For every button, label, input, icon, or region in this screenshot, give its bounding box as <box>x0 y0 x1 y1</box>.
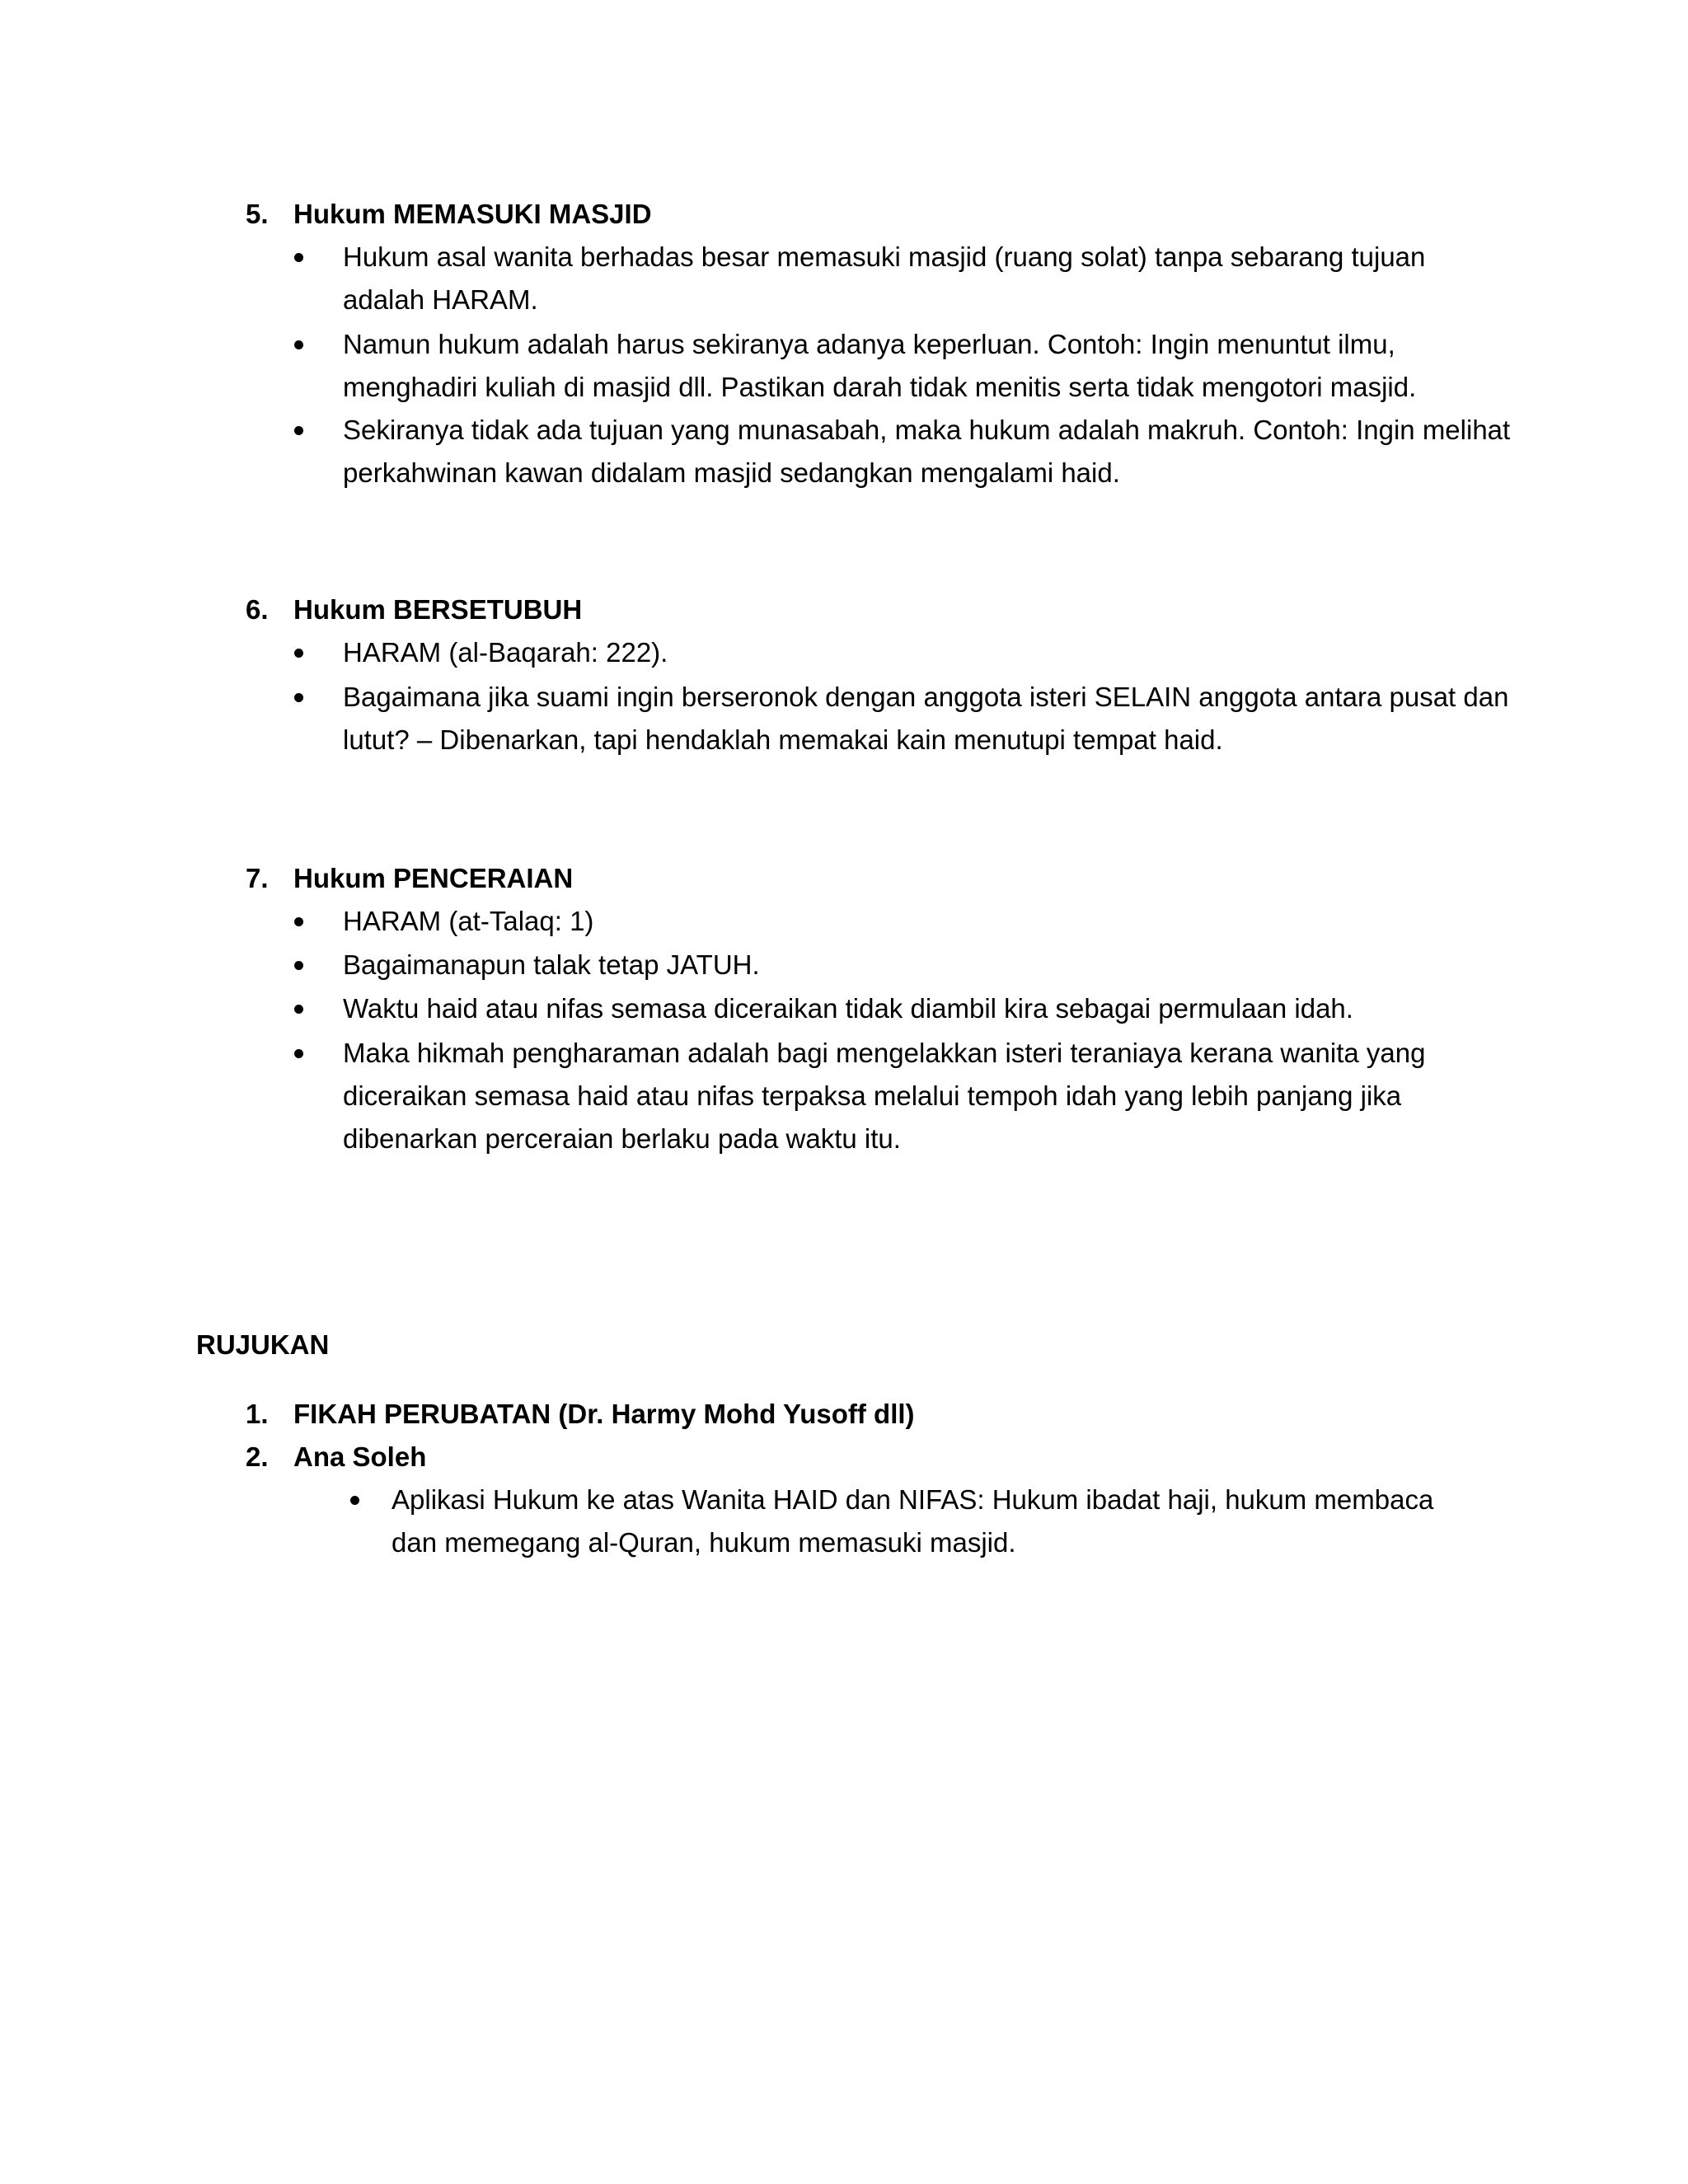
bullet-icon <box>294 340 303 349</box>
bullet-icon <box>294 253 303 262</box>
bullet-icon <box>294 693 303 702</box>
section-number: 5. <box>246 199 269 229</box>
section-title: Hukum MEMASUKI MASJID <box>293 199 652 229</box>
bullet-text: Maka hikmah pengharaman adalah bagi mengelakkan isteri teraniaya kerana wanita yang diceraikan semasa haid atau nifas terpaksa melalui tempoh idah yang lebih panjang jika dibenarkan perceraian berlaku pada waktu itu. <box>343 1038 1426 1154</box>
bullet-text: Sekiranya tidak ada tujuan yang munasabah, maka hukum adalah makruh. Contoh: Ingin melihat perkahwinan kawan didalam masjid sedangkan mengalami haid. <box>343 415 1511 488</box>
bullet-icon <box>294 649 303 658</box>
bullet-icon <box>294 426 303 435</box>
bullet-icon <box>294 1005 303 1014</box>
bullet-icon <box>294 1049 303 1058</box>
section-number: 6. <box>246 594 269 625</box>
bullet-text: HARAM (al-Baqarah: 222). <box>343 637 668 668</box>
bullet-text: HARAM (at-Talaq: 1) <box>343 906 594 936</box>
references-title: RUJUKAN <box>196 1329 330 1360</box>
reference-text: Ana Soleh <box>293 1441 427 1472</box>
bullet-icon <box>294 961 303 970</box>
bullet-text: Waktu haid atau nifas semasa diceraikan tidak diambil kira sebagai permulaan idah. <box>343 993 1353 1024</box>
section-title: Hukum BERSETUBUH <box>293 594 583 625</box>
bullet-text: Bagaimana jika suami ingin berseronok dengan anggota isteri SELAIN anggota antara pusat dan lutut? – Dibenarkan, tapi hendaklah memakai kain menutupi tempat haid. <box>343 682 1509 755</box>
bullet-text: Bagaimanapun talak tetap JATUH. <box>343 949 760 980</box>
section-number: 7. <box>246 863 269 893</box>
bullet-icon <box>350 1496 359 1505</box>
bullet-text: Aplikasi Hukum ke atas Wanita HAID dan NIFAS: Hukum ibadat haji, hukum membaca dan memegang al-Quran, hukum memasuki masjid. <box>392 1484 1434 1558</box>
reference-number: 2. <box>246 1441 269 1472</box>
bullet-icon <box>294 917 303 926</box>
reference-text: FIKAH PERUBATAN (Dr. Harmy Mohd Yusoff dll) <box>293 1399 915 1429</box>
bullet-text: Namun hukum adalah harus sekiranya adanya keperluan. Contoh: Ingin menuntut ilmu, menghadiri kuliah di masjid dll. Pastikan darah tidak menitis serta tidak mengotori masjid. <box>343 329 1417 402</box>
section-title: Hukum PENCERAIAN <box>293 863 574 893</box>
reference-number: 1. <box>246 1399 269 1429</box>
bullet-text: Hukum asal wanita berhadas besar memasuki masjid (ruang solat) tanpa sebarang tujuan adalah HARAM. <box>343 241 1426 315</box>
